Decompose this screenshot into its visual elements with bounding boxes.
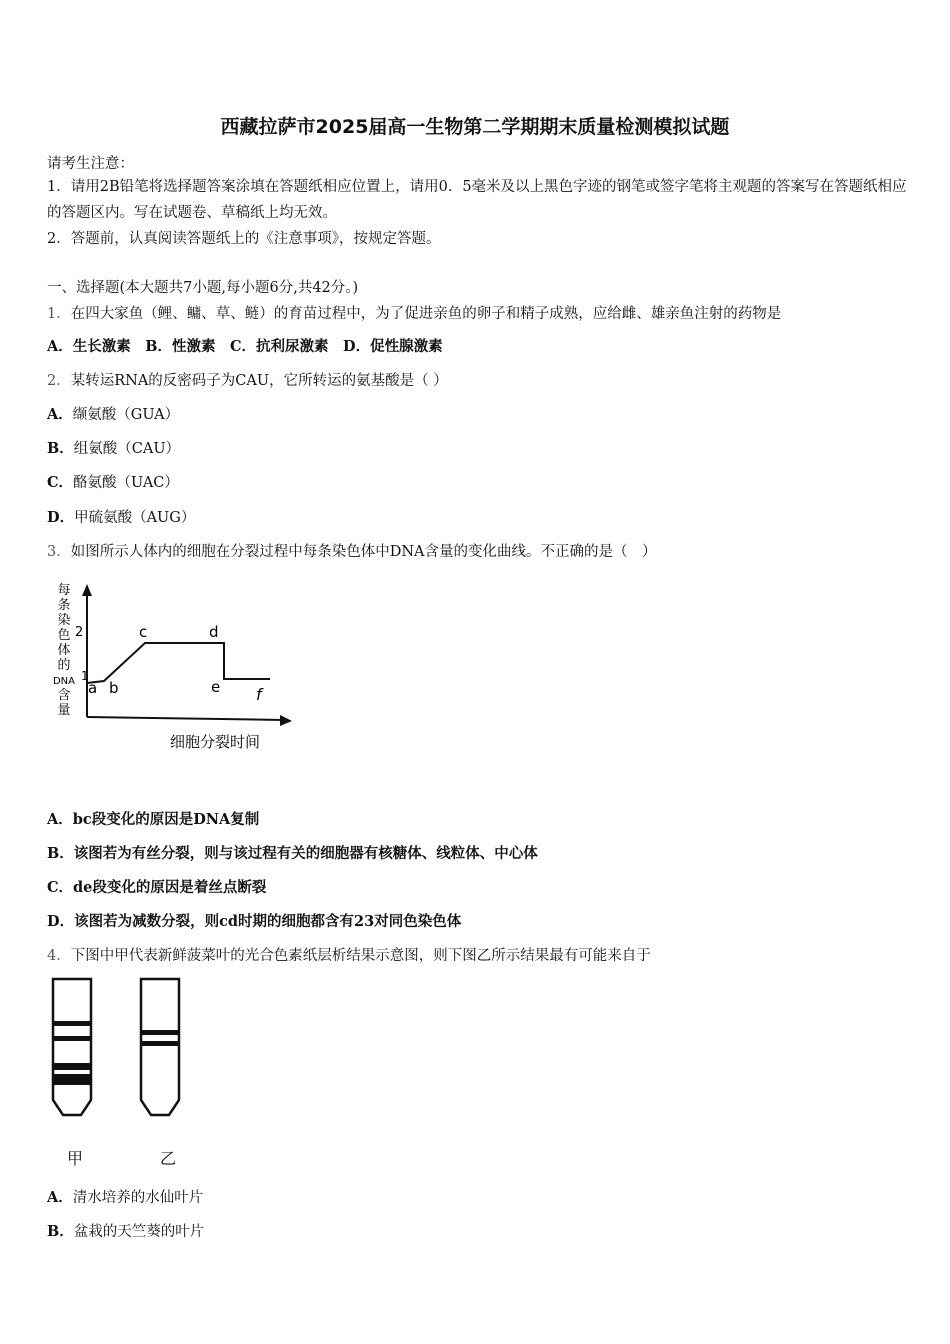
y-axis-label: 每条染色体的 DNA 含量 xyxy=(52,583,76,718)
option-a xyxy=(47,403,179,424)
option-label: A． xyxy=(47,1189,73,1206)
option-a xyxy=(47,808,259,829)
point-b: b xyxy=(109,679,119,697)
option-label: B． xyxy=(47,845,74,862)
point-e: e xyxy=(211,678,221,696)
question-number: 4． xyxy=(47,948,71,964)
question-number: 2． xyxy=(47,373,71,389)
pigment-band xyxy=(53,1063,91,1070)
option-label: C． xyxy=(47,879,74,896)
option-text: 组氨酸（CAU） xyxy=(73,441,181,457)
pigment-band xyxy=(53,1074,91,1085)
option-label: D． xyxy=(47,913,75,930)
chromatography-strips xyxy=(48,976,193,1124)
option-label: C． xyxy=(47,474,74,491)
strip-jia xyxy=(53,979,91,1115)
strip-label-jia: 甲 xyxy=(67,1149,84,1168)
option-label: B． xyxy=(47,440,74,457)
pigment-band xyxy=(141,1030,179,1035)
option-b xyxy=(47,842,538,863)
option-text: 甲硫氨酸（AUG） xyxy=(74,510,196,526)
point-a: a xyxy=(88,679,98,697)
point-d: d xyxy=(209,623,219,641)
option-label: A． xyxy=(47,406,73,423)
question-text: 如图所示人体内的细胞在分裂过程中每条染色体中DNA含量的变化曲线。不正确的是（ ） xyxy=(70,544,657,560)
x-axis-label: 细胞分裂时间 xyxy=(170,733,261,751)
option-label: D． xyxy=(47,509,75,526)
option-text: 酪氨酸（UAC） xyxy=(73,475,179,491)
option-text: de段变化的原因是着丝点断裂 xyxy=(73,879,267,896)
question-text: 某转运RNA的反密码子为CAU，它所转运的氨基酸是（ ） xyxy=(70,373,448,389)
question-3 xyxy=(47,540,657,561)
question-text: 下图中甲代表新鲜菠菜叶的光合色素纸层析结果示意图，则下图乙所示结果最有可能来自于 xyxy=(70,948,651,964)
dna-curve xyxy=(87,643,270,683)
question-2 xyxy=(47,369,448,390)
option-c xyxy=(47,876,266,897)
option-b xyxy=(47,437,180,458)
x-axis-arrow-icon xyxy=(280,715,292,726)
option-text: 该图若为有丝分裂，则与该过程有关的细胞器有核糖体、线粒体、中心体 xyxy=(73,845,538,862)
notice-heading: 请考生注意： xyxy=(47,156,134,172)
notice-item-2: 2．答题前，认真阅读答题纸上的《注意事项》，按规定答题。 xyxy=(47,231,441,247)
page-title: 西藏拉萨市2025届高一生物第二学期期末质量检测模拟试题 xyxy=(220,116,730,138)
pigment-band xyxy=(53,1021,91,1026)
question-text: 在四大家鱼（鲤、鳙、草、鲢）的育苗过程中，为了促进亲鱼的卵子和精子成熟，应给雌、雄亲鱼注射的药物是 xyxy=(70,306,782,322)
pigment-band xyxy=(53,1036,91,1041)
option-text: 缬氨酸（GUA） xyxy=(72,407,180,423)
option-d xyxy=(47,506,195,527)
strip-yi xyxy=(141,979,179,1115)
strip-label-yi: 乙 xyxy=(160,1149,177,1168)
point-c: c xyxy=(139,623,148,641)
question-1 xyxy=(47,302,781,323)
option-text: 该图若为减数分裂，则cd时期的细胞都含有23对同色染色体 xyxy=(74,913,462,930)
option-text: bc段变化的原因是DNA复制 xyxy=(72,811,260,828)
option-text: 清水培养的水仙叶片 xyxy=(72,1190,204,1206)
section-heading: 一、选择题(本大题共7小题,每小题6分,共42分。) xyxy=(47,280,359,296)
option-c xyxy=(47,471,179,492)
y-tick-1: 1 xyxy=(81,669,89,683)
dna-content-graph xyxy=(48,580,298,760)
option-a xyxy=(47,1186,203,1207)
question-number: 1． xyxy=(47,306,71,322)
question-4 xyxy=(47,944,651,965)
option-label: B． xyxy=(47,1223,74,1240)
point-f: f xyxy=(256,685,262,704)
pigment-band xyxy=(141,1041,179,1046)
question-number: 3． xyxy=(47,544,71,560)
option-label: A． xyxy=(47,811,73,828)
notice-item-1: 1．请用2B铅笔将选择题答案涂填在答题纸相应位置上，请用0．5毫米及以上黑色字迹的钢笔或签字笔将主观题的答案写在答题纸相应的答题区内。写在试题卷、草稿纸上均无效。 xyxy=(47,179,907,221)
option-b xyxy=(47,1220,204,1241)
question-1-options: A．生长激素 B．性激素 C．抗利尿激素 D．促性腺激素 xyxy=(47,338,443,355)
option-text: 盆栽的天竺葵的叶片 xyxy=(73,1224,205,1240)
x-axis xyxy=(87,717,284,720)
option-d xyxy=(47,910,461,931)
y-tick-2: 2 xyxy=(75,625,84,640)
y-axis-arrow-icon xyxy=(82,584,92,596)
